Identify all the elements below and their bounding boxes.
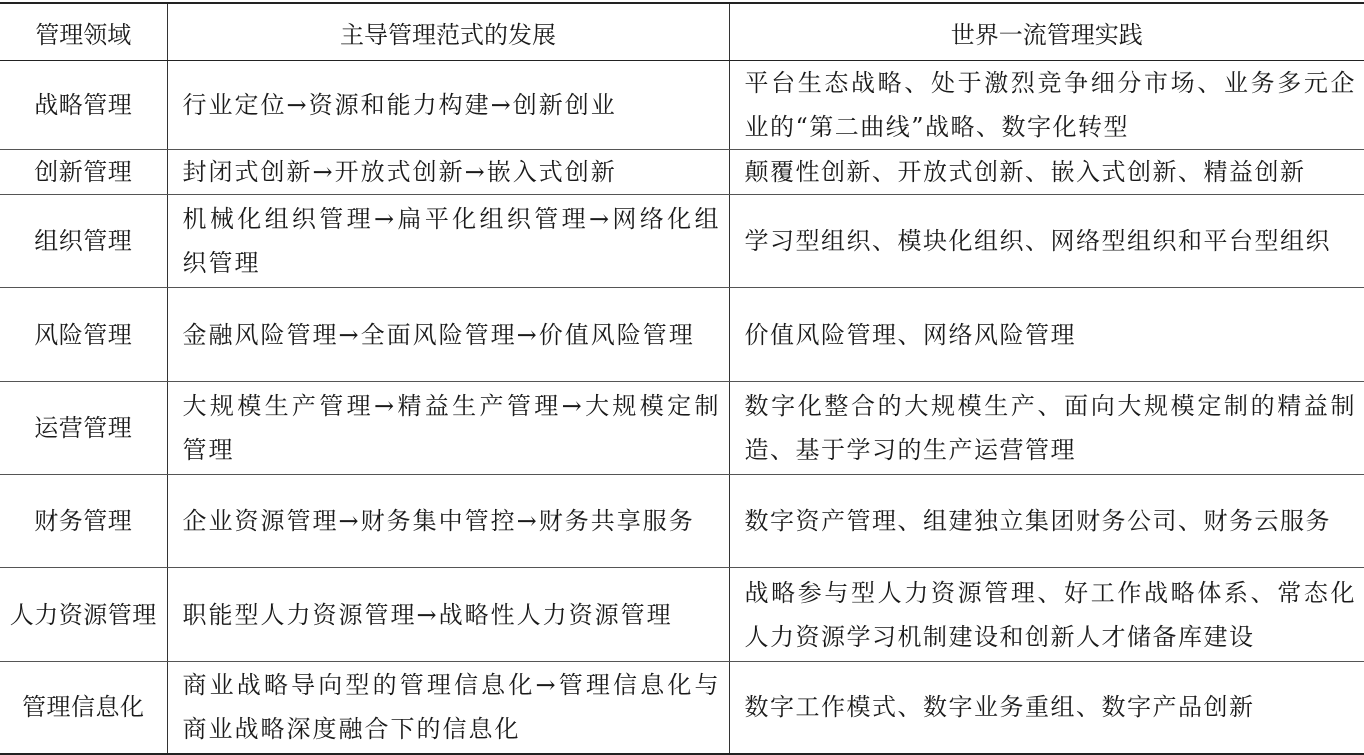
table-row [0,568,1364,662]
area-cell: 组织管理 [0,195,167,288]
development-cell: 大规模生产管理→精益生产管理→大规模定制管理 [167,382,729,475]
header-world-class-practice: 世界一流管理实践 [729,3,1364,61]
practice-cell: 价值风险管理、网络风险管理 [729,288,1364,382]
area-cell: 战略管理 [0,61,167,150]
practice-cell: 数字资产管理、组建独立集团财务公司、财务云服务 [729,475,1364,568]
table-row [0,288,1364,382]
management-paradigm-table [0,2,1364,755]
development-cell: 封闭式创新→开放式创新→嵌入式创新 [167,150,729,195]
practice-cell: 数字工作模式、数字业务重组、数字产品创新 [729,662,1364,754]
practice-cell: 战略参与型人力资源管理、好工作战略体系、常态化人力资源学习机制建设和创新人才储备库建设 [729,568,1364,662]
table-row [0,195,1364,288]
practice-cell: 平台生态战略、处于激烈竞争细分市场、业务多元企业的“第二曲线”战略、数字化转型 [729,61,1364,150]
area-cell: 风险管理 [0,288,167,382]
development-cell: 金融风险管理→全面风险管理→价值风险管理 [167,288,729,382]
practice-cell: 数字化整合的大规模生产、面向大规模定制的精益制造、基于学习的生产运营管理 [729,382,1364,475]
area-cell: 管理信息化 [0,662,167,754]
table-row [0,61,1364,150]
table-header-row [0,3,1364,61]
table-row [0,150,1364,195]
area-cell: 人力资源管理 [0,568,167,662]
area-cell: 运营管理 [0,382,167,475]
table-row [0,382,1364,475]
area-cell: 创新管理 [0,150,167,195]
header-paradigm-development: 主导管理范式的发展 [167,3,729,61]
development-cell: 行业定位→资源和能力构建→创新创业 [167,61,729,150]
development-cell: 职能型人力资源管理→战略性人力资源管理 [167,568,729,662]
header-management-area: 管理领域 [0,3,167,61]
practice-cell: 学习型组织、模块化组织、网络型组织和平台型组织 [729,195,1364,288]
development-cell: 商业战略导向型的管理信息化→管理信息化与商业战略深度融合下的信息化 [167,662,729,754]
development-cell: 机械化组织管理→扁平化组织管理→网络化组织管理 [167,195,729,288]
table-row [0,662,1364,754]
practice-cell: 颠覆性创新、开放式创新、嵌入式创新、精益创新 [729,150,1364,195]
table-row [0,475,1364,568]
development-cell: 企业资源管理→财务集中管控→财务共享服务 [167,475,729,568]
area-cell: 财务管理 [0,475,167,568]
